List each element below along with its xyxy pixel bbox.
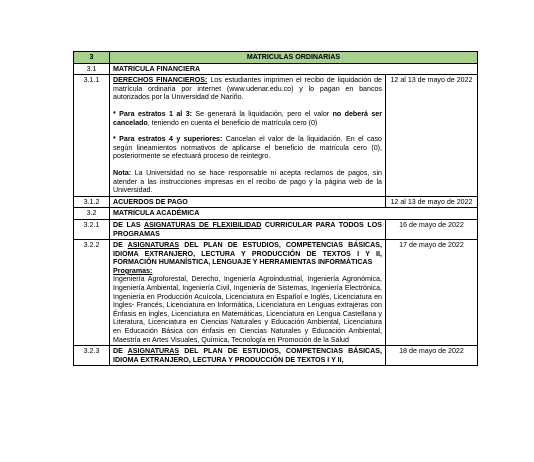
item-title	[110, 346, 386, 366]
item-number: 3.2.2	[74, 240, 110, 346]
section-row	[74, 208, 478, 220]
item-date: 12 al 13 de mayo de 2022	[385, 196, 477, 208]
table-row	[74, 346, 478, 366]
section-number: 3.1	[74, 63, 110, 75]
item-date: 16 de mayo de 2022	[385, 219, 477, 239]
table-row	[74, 75, 478, 197]
item-title-suffix: DEL PLAN DE ESTUDIOS, COMPETENCIAS BÁSICAS, IDIOMA EXTRANJERO, LECTURA Y PRODUCCIÓN DE TEXTOS I Y II, FORMACIÓN HUMANÍSTICA, LENGUAJE Y HERRAMIENTAS INFORMÁTICAS	[113, 241, 382, 267]
section-row	[74, 63, 478, 75]
item-title-underlined: ASIGNATURAS DE FLEXIBILIDAD	[143, 220, 262, 229]
header-number: 3	[74, 52, 110, 64]
item-date: 12 al 13 de mayo de 2022	[385, 75, 477, 197]
programs-label: Programas:	[113, 266, 153, 275]
item-description	[110, 240, 386, 346]
item-title-suffix: DEL PLAN DE ESTUDIOS, COMPETENCIAS BÁSICAS, IDIOMA EXTRANJERO, LECTURA Y PRODUCCIÓN DE TEXTOS I Y II,	[113, 347, 382, 364]
item-description	[110, 75, 386, 197]
strata-4-text: Cancelan el valor de la liquidación. En el caso según lineamientos normativos de aplicarse el beneficio de matrícula cero (0), posteriormente se efectuará proceso de reintegro.	[113, 135, 382, 161]
item-number: 3.2.3	[74, 346, 110, 366]
table-row	[74, 240, 478, 346]
item-date: 18 de mayo de 2022	[385, 346, 477, 366]
strata-4-label: * Para estratos 4 y superiores:	[113, 135, 223, 144]
section-number: 3.2	[74, 208, 110, 220]
item-number: 3.2.1	[74, 219, 110, 239]
section-title: MATRICULA ACADÉMICA	[110, 208, 478, 220]
programs-list: Ingeniería Agroforestal, Derecho, Ingeniería Agroindustrial, Ingeniería Agronómica, Ingeniería Ambiental, Ingeniería Civil, Ingeniería de Sistemas, Ingeniería Electrónica, Ingeniería en Producción Acuícola, Licenciatura en Español e Inglés, Licenciatura en Ingles- Francés, Licenciatura en Informática, Licenciatura en Lenguas extrajeras con Énfasis en ingles, Licenciatura en Matemáticas, Licenciatura en Lengua Castellana y Literatura, Licenciatura en Ciencias Naturales y Educación Ambiental, Licenciatura en Educación Básica con énfasis en Ciencias Naturales y Educación Ambiental, Maestría en Artes Visuales, Química, Tecnología en Promoción de la Salud	[113, 275, 382, 344]
item-title: ACUERDOS DE PAGO	[110, 196, 386, 208]
strata-1-3-text: Se generará la liquidación, pero el valor	[192, 109, 333, 118]
table-row	[74, 196, 478, 208]
item-number: 3.1.1	[74, 75, 110, 197]
table-header-row	[74, 52, 478, 64]
item-title-prefix: DE	[113, 241, 128, 250]
item-title-underlined: ASIGNATURAS	[127, 347, 180, 356]
table-row	[74, 219, 478, 239]
item-title	[110, 219, 386, 239]
note-label: Nota:	[113, 168, 132, 177]
item-title-prefix: DE LAS	[113, 220, 144, 229]
item-title-suffix: CURRICULAR PARA TODOS LOS PROGRAMAS	[113, 220, 382, 238]
calendar-table	[73, 51, 478, 366]
strata-1-3-label: * Para estratos 1 al 3:	[113, 109, 193, 118]
strata-1-3-emphasis: no deberá ser cancelado	[113, 109, 382, 127]
strata-1-3-text-end: , teniendo en cuenta el beneficio de matrícula cero (0)	[147, 118, 318, 127]
section-title: MATRICULA FINANCIERA	[110, 63, 478, 75]
item-title: DERECHOS FINANCIEROS:	[113, 76, 208, 85]
note-text: La Universidad no se hace responsable ni acepta reclamos de pagos, sin atender a las instrucciones impresas en el recibo de pago y la página web de la Universidad.	[113, 168, 382, 195]
item-text: Los estudiantes imprimen el recibo de liquidación de matrícula ordinaria por internet (www.udenar.edu.co) y lo pagan en bancos autorizados por la Universidad de Nariño.	[113, 76, 382, 102]
header-title: MATRICULAS ORDINARIAS	[110, 52, 478, 64]
item-title-prefix: DE	[113, 347, 128, 356]
item-number: 3.1.2	[74, 196, 110, 208]
item-date: 17 de mayo de 2022	[385, 240, 477, 346]
item-title-underlined: ASIGNATURAS	[127, 241, 180, 250]
